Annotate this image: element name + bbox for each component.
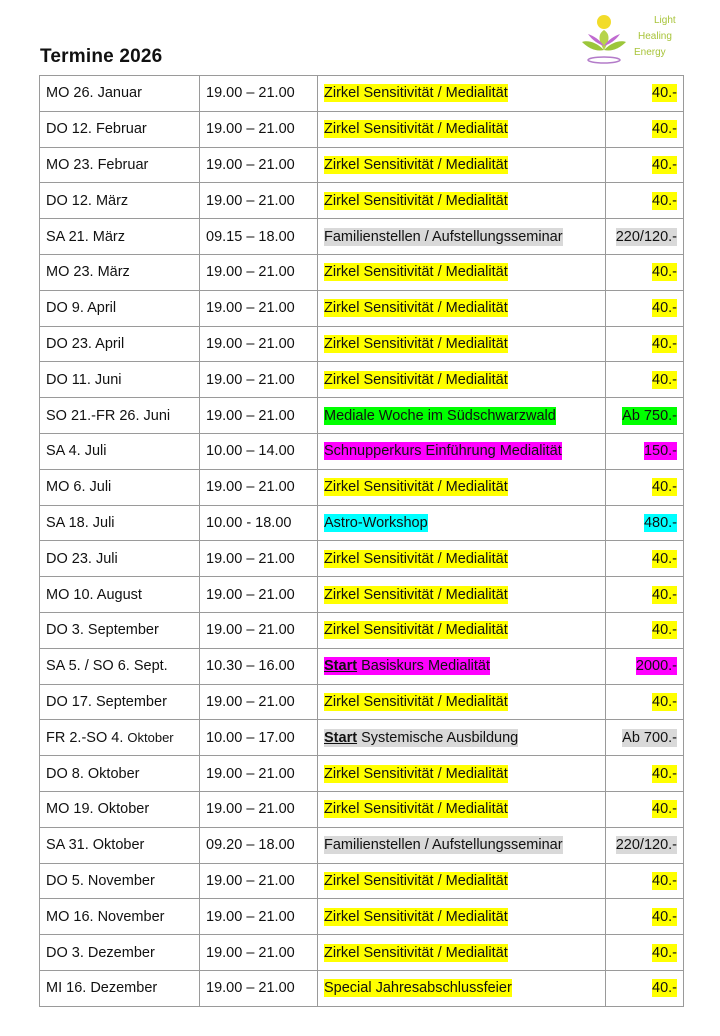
event-highlight — [324, 371, 508, 389]
event-cell — [318, 970, 606, 1006]
date-text: DO 3. Dezember — [46, 944, 155, 961]
price-text: 40.- — [652, 121, 677, 138]
date-text: SA 31. Oktober — [46, 837, 145, 854]
time-cell: 10.00 – 14.00 — [200, 433, 318, 469]
event-cell — [318, 326, 606, 362]
table-row — [40, 469, 684, 505]
event-cell — [318, 147, 606, 183]
time-cell: 19.00 – 21.00 — [200, 863, 318, 899]
event-title: Special Jahresabschlussfeier — [324, 980, 512, 997]
date-cell — [40, 541, 200, 577]
event-title: Familienstellen / Aufstellungsseminar — [324, 228, 563, 245]
time-cell: 19.00 – 21.00 — [200, 326, 318, 362]
price-text: 220/120.- — [615, 228, 677, 245]
event-highlight — [324, 765, 508, 783]
event-cell — [318, 648, 606, 684]
event-highlight — [324, 514, 428, 532]
logo-word-light: Light — [654, 15, 676, 26]
date-cell — [40, 326, 200, 362]
price-text: 40.- — [652, 801, 677, 818]
date-text: DO 5. November — [46, 872, 155, 889]
time-cell: 09.15 – 18.00 — [200, 219, 318, 255]
table-row — [40, 254, 684, 290]
price-text: 40.- — [652, 192, 677, 209]
event-title: Zirkel Sensitivität / Medialität — [324, 801, 508, 818]
price-text: 40.- — [652, 693, 677, 710]
table-row — [40, 648, 684, 684]
lotus-figure-icon — [578, 10, 630, 66]
event-cell — [318, 935, 606, 971]
time-cell: 10.30 – 16.00 — [200, 648, 318, 684]
event-highlight — [324, 872, 508, 890]
event-highlight — [324, 156, 508, 174]
price-text: 40.- — [652, 335, 677, 352]
time-cell: 19.00 – 21.00 — [200, 577, 318, 613]
price-cell — [606, 827, 684, 863]
time-cell: 10.00 – 17.00 — [200, 720, 318, 756]
event-title: Zirkel Sensitivität / Medialität — [324, 765, 508, 782]
event-title: Zirkel Sensitivität / Medialität — [324, 908, 508, 925]
price-cell — [606, 684, 684, 720]
table-row — [40, 935, 684, 971]
event-highlight — [324, 729, 518, 747]
date-cell — [40, 648, 200, 684]
event-title: Zirkel Sensitivität / Medialität — [324, 264, 508, 281]
time-cell: 19.00 – 21.00 — [200, 290, 318, 326]
table-row — [40, 111, 684, 147]
event-cell — [318, 111, 606, 147]
date-cell — [40, 863, 200, 899]
date-text: DO 23. Juli — [46, 550, 118, 567]
date-text: DO 17. September — [46, 693, 167, 710]
time-cell: 19.00 – 21.00 — [200, 791, 318, 827]
date-text: MI 16. Dezember — [46, 980, 158, 997]
date-cell — [40, 970, 200, 1006]
price-text: 40.- — [652, 586, 677, 603]
price-text: 40.- — [652, 908, 677, 925]
price-text: 40.- — [652, 479, 677, 496]
date-cell — [40, 756, 200, 792]
date-cell — [40, 362, 200, 398]
time-cell: 19.00 – 21.00 — [200, 76, 318, 112]
price-cell — [606, 111, 684, 147]
price-cell — [606, 76, 684, 112]
price-cell — [606, 756, 684, 792]
price-cell — [606, 648, 684, 684]
date-text: DO 23. April — [46, 335, 125, 352]
event-title: Zirkel Sensitivität / Medialität — [324, 944, 508, 961]
event-highlight — [324, 299, 508, 317]
time-cell: 19.00 – 21.00 — [200, 362, 318, 398]
price-cell — [606, 612, 684, 648]
price-cell — [606, 147, 684, 183]
price-cell — [606, 899, 684, 935]
table-row — [40, 612, 684, 648]
price-text: 2000.- — [635, 658, 677, 675]
price-cell — [606, 219, 684, 255]
date-cell — [40, 398, 200, 434]
logo-word-healing: Healing — [638, 31, 672, 42]
price-text: 480.- — [643, 514, 677, 531]
price-cell — [606, 290, 684, 326]
date-text: DO 3. September — [46, 622, 159, 639]
price-text: 40.- — [652, 980, 677, 997]
date-cell — [40, 612, 200, 648]
time-cell: 19.00 – 21.00 — [200, 756, 318, 792]
price-cell — [606, 505, 684, 541]
date-text: SO 21.-FR 26. Juni — [46, 407, 171, 424]
event-title: Zirkel Sensitivität / Medialität — [324, 479, 508, 496]
event-cell — [318, 791, 606, 827]
event-cell — [318, 469, 606, 505]
schedule-body — [40, 76, 684, 1007]
time-cell: 19.00 – 21.00 — [200, 254, 318, 290]
event-title: Mediale Woche im Südschwarzwald — [324, 407, 556, 424]
date-cell — [40, 76, 200, 112]
table-row — [40, 290, 684, 326]
price-cell — [606, 469, 684, 505]
event-title: Zirkel Sensitivität / Medialität — [324, 872, 508, 889]
event-highlight — [324, 120, 508, 138]
date-cell — [40, 111, 200, 147]
schedule-table — [39, 75, 684, 1007]
price-text: 40.- — [652, 550, 677, 567]
event-title: Schnupperkurs Einführung Medialität — [324, 443, 562, 460]
event-title: Zirkel Sensitivität / Medialität — [324, 192, 508, 209]
date-cell — [40, 720, 200, 756]
date-text: DO 11. Juni — [46, 371, 122, 388]
event-highlight — [324, 478, 508, 496]
time-cell: 09.20 – 18.00 — [200, 827, 318, 863]
date-text: SA 4. Juli — [46, 443, 107, 460]
table-row — [40, 577, 684, 613]
date-cell — [40, 577, 200, 613]
date-text: MO 23. Februar — [46, 156, 149, 173]
table-row — [40, 219, 684, 255]
event-cell — [318, 219, 606, 255]
date-text: MO 23. März — [46, 264, 130, 281]
time-cell: 19.00 – 21.00 — [200, 935, 318, 971]
price-cell — [606, 720, 684, 756]
price-text: Ab 750.- — [622, 407, 677, 424]
date-month-text: Oktober — [127, 729, 174, 745]
price-text: 40.- — [652, 156, 677, 173]
price-text: 220/120.- — [615, 837, 677, 854]
event-title: Familienstellen / Aufstellungsseminar — [324, 837, 563, 854]
event-title: Basiskurs Medialität — [361, 658, 491, 675]
price-cell — [606, 183, 684, 219]
date-cell — [40, 147, 200, 183]
price-text: 40.- — [652, 944, 677, 961]
event-cell — [318, 863, 606, 899]
date-cell — [40, 791, 200, 827]
event-title: Zirkel Sensitivität / Medialität — [324, 586, 508, 603]
price-text: 40.- — [652, 872, 677, 889]
event-highlight — [324, 192, 508, 210]
event-cell — [318, 76, 606, 112]
date-text: SA 21. März — [46, 228, 125, 245]
table-row — [40, 76, 684, 112]
event-title: Astro-Workshop — [324, 514, 428, 531]
price-cell — [606, 433, 684, 469]
logo-word-energy: Energy — [634, 47, 666, 58]
price-cell — [606, 541, 684, 577]
table-row — [40, 827, 684, 863]
event-highlight — [324, 657, 490, 675]
date-text: DO 9. April — [46, 300, 117, 317]
date-text: MO 6. Juli — [46, 479, 112, 496]
event-cell — [318, 577, 606, 613]
time-cell: 19.00 – 21.00 — [200, 541, 318, 577]
time-cell: 19.00 – 21.00 — [200, 111, 318, 147]
time-cell: 19.00 – 21.00 — [200, 970, 318, 1006]
event-title: Zirkel Sensitivität / Medialität — [324, 335, 508, 352]
event-cell — [318, 290, 606, 326]
price-text: 40.- — [652, 622, 677, 639]
time-cell: 19.00 – 21.00 — [200, 183, 318, 219]
light-healing-energy-logo — [578, 10, 678, 70]
time-cell: 19.00 – 21.00 — [200, 612, 318, 648]
event-cell — [318, 398, 606, 434]
date-text: DO 12. März — [46, 192, 129, 209]
event-cell — [318, 254, 606, 290]
date-text: DO 12. Februar — [46, 121, 147, 138]
event-cell — [318, 612, 606, 648]
event-cell — [318, 756, 606, 792]
event-cell — [318, 720, 606, 756]
event-title: Zirkel Sensitivität / Medialität — [324, 121, 508, 138]
event-title: Zirkel Sensitivität / Medialität — [324, 371, 508, 388]
date-cell — [40, 505, 200, 541]
event-highlight — [324, 908, 508, 926]
event-title: Zirkel Sensitivität / Medialität — [324, 622, 508, 639]
table-row — [40, 791, 684, 827]
price-text: Ab 700.- — [622, 729, 677, 746]
time-cell: 19.00 – 21.00 — [200, 469, 318, 505]
event-cell — [318, 899, 606, 935]
event-highlight — [324, 979, 512, 997]
event-highlight — [324, 944, 508, 962]
event-highlight — [324, 800, 508, 818]
event-cell — [318, 433, 606, 469]
event-highlight — [324, 693, 508, 711]
event-highlight — [324, 550, 508, 568]
start-label: Start — [324, 729, 358, 746]
table-row — [40, 756, 684, 792]
page-title: Termine 2026 — [40, 46, 163, 67]
table-row — [40, 720, 684, 756]
price-text: 40.- — [652, 765, 677, 782]
table-row — [40, 505, 684, 541]
price-text: 150.- — [643, 443, 677, 460]
price-cell — [606, 254, 684, 290]
event-highlight — [324, 335, 508, 353]
event-title: Zirkel Sensitivität / Medialität — [324, 156, 508, 173]
date-cell — [40, 827, 200, 863]
event-cell — [318, 541, 606, 577]
date-cell — [40, 684, 200, 720]
table-row — [40, 362, 684, 398]
event-highlight — [324, 407, 556, 425]
table-row — [40, 541, 684, 577]
event-cell — [318, 827, 606, 863]
price-cell — [606, 863, 684, 899]
price-cell — [606, 791, 684, 827]
table-row — [40, 398, 684, 434]
time-cell: 19.00 – 21.00 — [200, 398, 318, 434]
table-row — [40, 326, 684, 362]
event-cell — [318, 684, 606, 720]
date-cell — [40, 290, 200, 326]
event-title: Zirkel Sensitivität / Medialität — [324, 85, 508, 102]
event-title: Zirkel Sensitivität / Medialität — [324, 550, 508, 567]
date-cell — [40, 469, 200, 505]
date-cell — [40, 935, 200, 971]
time-cell: 10.00 - 18.00 — [200, 505, 318, 541]
date-cell — [40, 183, 200, 219]
event-highlight — [324, 263, 508, 281]
table-row — [40, 899, 684, 935]
price-cell — [606, 935, 684, 971]
price-cell — [606, 362, 684, 398]
table-row — [40, 433, 684, 469]
table-row — [40, 183, 684, 219]
event-highlight — [324, 621, 508, 639]
price-text: 40.- — [652, 371, 677, 388]
date-text: MO 16. November — [46, 908, 165, 925]
date-text: SA 5. / SO 6. Sept. — [46, 658, 168, 675]
date-cell — [40, 899, 200, 935]
start-label: Start — [324, 658, 358, 675]
date-text: SA 18. Juli — [46, 514, 115, 531]
price-cell — [606, 326, 684, 362]
price-text: 40.- — [652, 300, 677, 317]
table-row — [40, 147, 684, 183]
event-highlight — [324, 586, 508, 604]
date-cell — [40, 254, 200, 290]
event-title: Zirkel Sensitivität / Medialität — [324, 300, 508, 317]
price-text: 40.- — [652, 85, 677, 102]
time-cell: 19.00 – 21.00 — [200, 684, 318, 720]
event-cell — [318, 505, 606, 541]
price-cell — [606, 970, 684, 1006]
date-text: DO 8. Oktober — [46, 765, 140, 782]
event-highlight — [324, 228, 563, 246]
price-cell — [606, 398, 684, 434]
table-row — [40, 970, 684, 1006]
table-row — [40, 684, 684, 720]
date-text: MO 26. Januar — [46, 85, 142, 102]
date-text: FR 2.-SO 4. — [46, 729, 124, 746]
event-highlight — [324, 442, 562, 460]
table-row — [40, 863, 684, 899]
time-cell: 19.00 – 21.00 — [200, 899, 318, 935]
price-cell — [606, 577, 684, 613]
event-title: Zirkel Sensitivität / Medialität — [324, 693, 508, 710]
date-cell — [40, 219, 200, 255]
price-text: 40.- — [652, 264, 677, 281]
event-highlight — [324, 84, 508, 102]
event-cell — [318, 183, 606, 219]
time-cell: 19.00 – 21.00 — [200, 147, 318, 183]
event-title: Systemische Ausbildung — [361, 729, 519, 746]
date-text: MO 19. Oktober — [46, 801, 150, 818]
event-cell — [318, 362, 606, 398]
date-text: MO 10. August — [46, 586, 142, 603]
event-highlight — [324, 836, 563, 854]
date-cell — [40, 433, 200, 469]
